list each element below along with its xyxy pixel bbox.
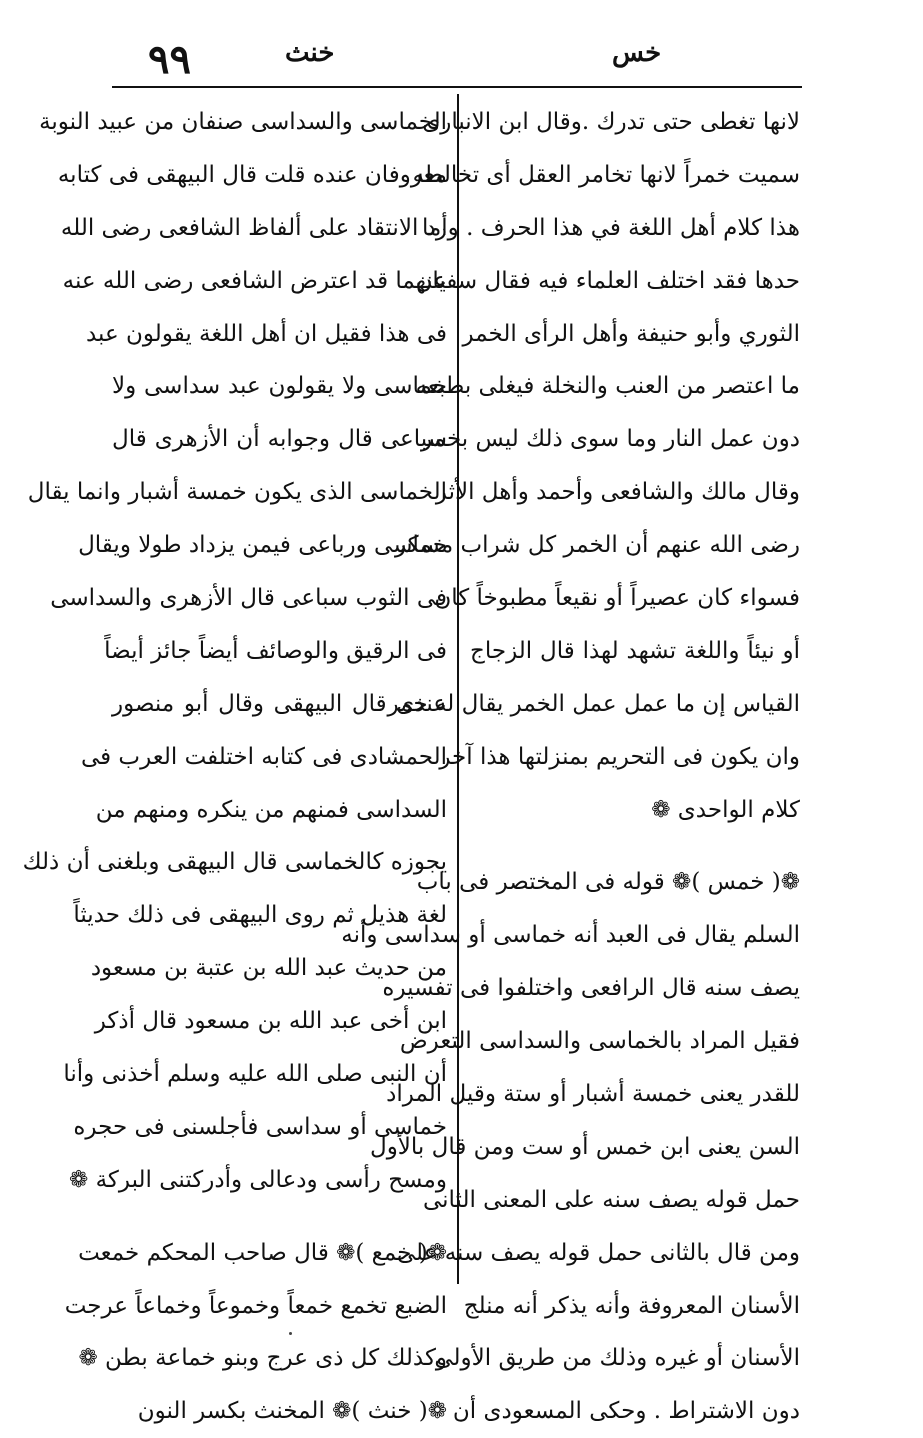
text-line: ابن أخى عبد الله بن مسعود قال أذكر [94, 1008, 447, 1035]
text-line: السلم يقال فى العبد أنه خماسى أو سداسى وأنه [341, 922, 800, 949]
text-line: يصف سنه قال الرافعى واختلفوا فى تفسيره [382, 975, 800, 1002]
entry-heading-line: ❁( خمس )❁ قوله فى المختصر فى باب [416, 869, 800, 896]
ink-speck [289, 1332, 292, 1335]
text-line: دون عمل النار وما سوى ذلك ليس بخمر [420, 426, 800, 453]
text-line: دون الاشتراط . وحكى المسعودى أن [452, 1398, 800, 1425]
text-line: الخماسى الذى يكون خمسة أشبار وانما يقال [27, 479, 447, 506]
text-line: لغة هذيل ثم روى البيهقى فى ذلك حديثاً [73, 902, 447, 929]
text-line: وقال مالك والشافعى وأحمد وأهل الأثر [435, 479, 800, 506]
text-line: من حديث عبد الله بن عتبة بن مسعود [90, 955, 447, 982]
text-line: الخماسى والسداسى صنفان من عبيد النوبة [39, 109, 447, 135]
text-line: سباعى قال وجوابه أن الأزهرى قال [112, 426, 447, 453]
page-number: ٩٩ [148, 36, 191, 83]
text-line: خماسى أو سداسى فأجلسنى فى حجره [73, 1113, 447, 1140]
text-line: هذا كلام أهل اللغة في هذا الحرف . وأما [421, 214, 800, 241]
text-line: السن يعنى ابن خمس أو ست ومن قال بالأول [369, 1133, 800, 1160]
entry-gap [112, 1207, 447, 1227]
text-line: وكذلك كل ذى عرج وبنو خماعة بطن ❁ [78, 1345, 447, 1372]
entry-heading-line: ❁( خمع )❁ قال صاحب المحكم خمعت [78, 1239, 447, 1266]
text-line: رد الانتقاد على ألفاظ الشافعى رضى الله [60, 214, 447, 241]
text-line: يجوزه كالخماسى قال البيهقى وبلغنى أن ذلك [22, 849, 447, 876]
text-line: ما اعتصر من العنب والنخلة فيغلى بطبعه [415, 373, 800, 400]
running-head-left: خنث [285, 38, 335, 68]
text-line: خماسى ورباعى فيمن يزداد طولا ويقال [78, 532, 447, 559]
text-line: فسواء كان عصيراً أو نقيعاً مطبوخاً كان [434, 585, 800, 612]
header-rule [112, 86, 802, 88]
entry-gap [470, 836, 800, 856]
text-line: أو نيئاً واللغة تشهد لهذا قال الزجاج [470, 637, 800, 664]
text-line: وان يكون فى التحريم بمنزلتها هذا آخر [439, 743, 800, 770]
text-line: فى هذا فقيل ان أهل اللغة يقولون عبد [85, 320, 447, 347]
text-line: للقدر يعنى خمسة أشبار أو ستة وقيل المراد [386, 1081, 800, 1108]
text-line: رضى الله عنهم أن الخمر كل شراب مسكر [394, 532, 800, 559]
text-line: خماسى ولا يقولون عبد سداسى ولا [112, 373, 447, 400]
text-line: ومسح رأسى ودعالى وأدركتنى البركة ❁ [69, 1166, 447, 1193]
text-line: ومن قال بالثانى حمل قوله يصف سنه على [396, 1239, 800, 1266]
text-line: السداسى فمنهم من ينكره ومنهم من [95, 796, 447, 823]
entry-heading-line: ❁( خنث )❁ المخنث بكسر النون [137, 1398, 447, 1425]
page-header [0, 0, 923, 100]
text-line: عنهما قد اعترض الشافعى رضى الله عنه [62, 267, 447, 294]
text-line: حمل قوله يصف سنه على المعنى الثانى [422, 1186, 800, 1213]
text-line: فى الثوب سباعى قال الأزهرى والسداسى [50, 585, 447, 612]
text-line: الأسنان المعروفة وأنه يذكر أنه منلج [463, 1292, 800, 1319]
text-line: أن النبى صلى الله عليه وسلم أخذنى وأنا [63, 1061, 447, 1088]
running-head-right: خس [612, 38, 662, 68]
text-line: الحمشادى فى كتابه اختلفت العرب فى [80, 743, 447, 770]
text-line: كلام الواحدى ❁ [651, 796, 800, 823]
right-column [341, 96, 800, 1438]
text-line: لانها تغطى حتى تدرك .وقال ابن الانبارى [422, 109, 800, 135]
text-line: عندى قال البيهقى وقال أبو منصور [112, 690, 447, 717]
text-line: حدها فقد اختلف العلماء فيه فقال سفيان [415, 267, 800, 294]
text-line: فى الرقيق والوصائف أيضاً جائز أيضاً [104, 637, 447, 664]
text-line: القياس إن ما عمل عمل الخمر يقال له خمر [387, 690, 800, 717]
text-line: الأسنان أو غيره وذلك من طريق الأولى [434, 1345, 800, 1372]
text-line: الضبع تخمع خمعاً وخموعاً وخماعاً عرجت [64, 1292, 447, 1319]
text-line: الثوري وأبو حنيفة وأهل الرأى الخمر [462, 320, 800, 347]
text-line: فقيل المراد بالخماسى والسداسى التعرض [399, 1028, 800, 1055]
left-column [22, 96, 447, 1438]
text-line: معروفان عنده قلت قال البيهقى فى كتابه [57, 161, 447, 188]
text-line: سميت خمراً لانها تخامر العقل أى تخالطه [412, 161, 800, 188]
